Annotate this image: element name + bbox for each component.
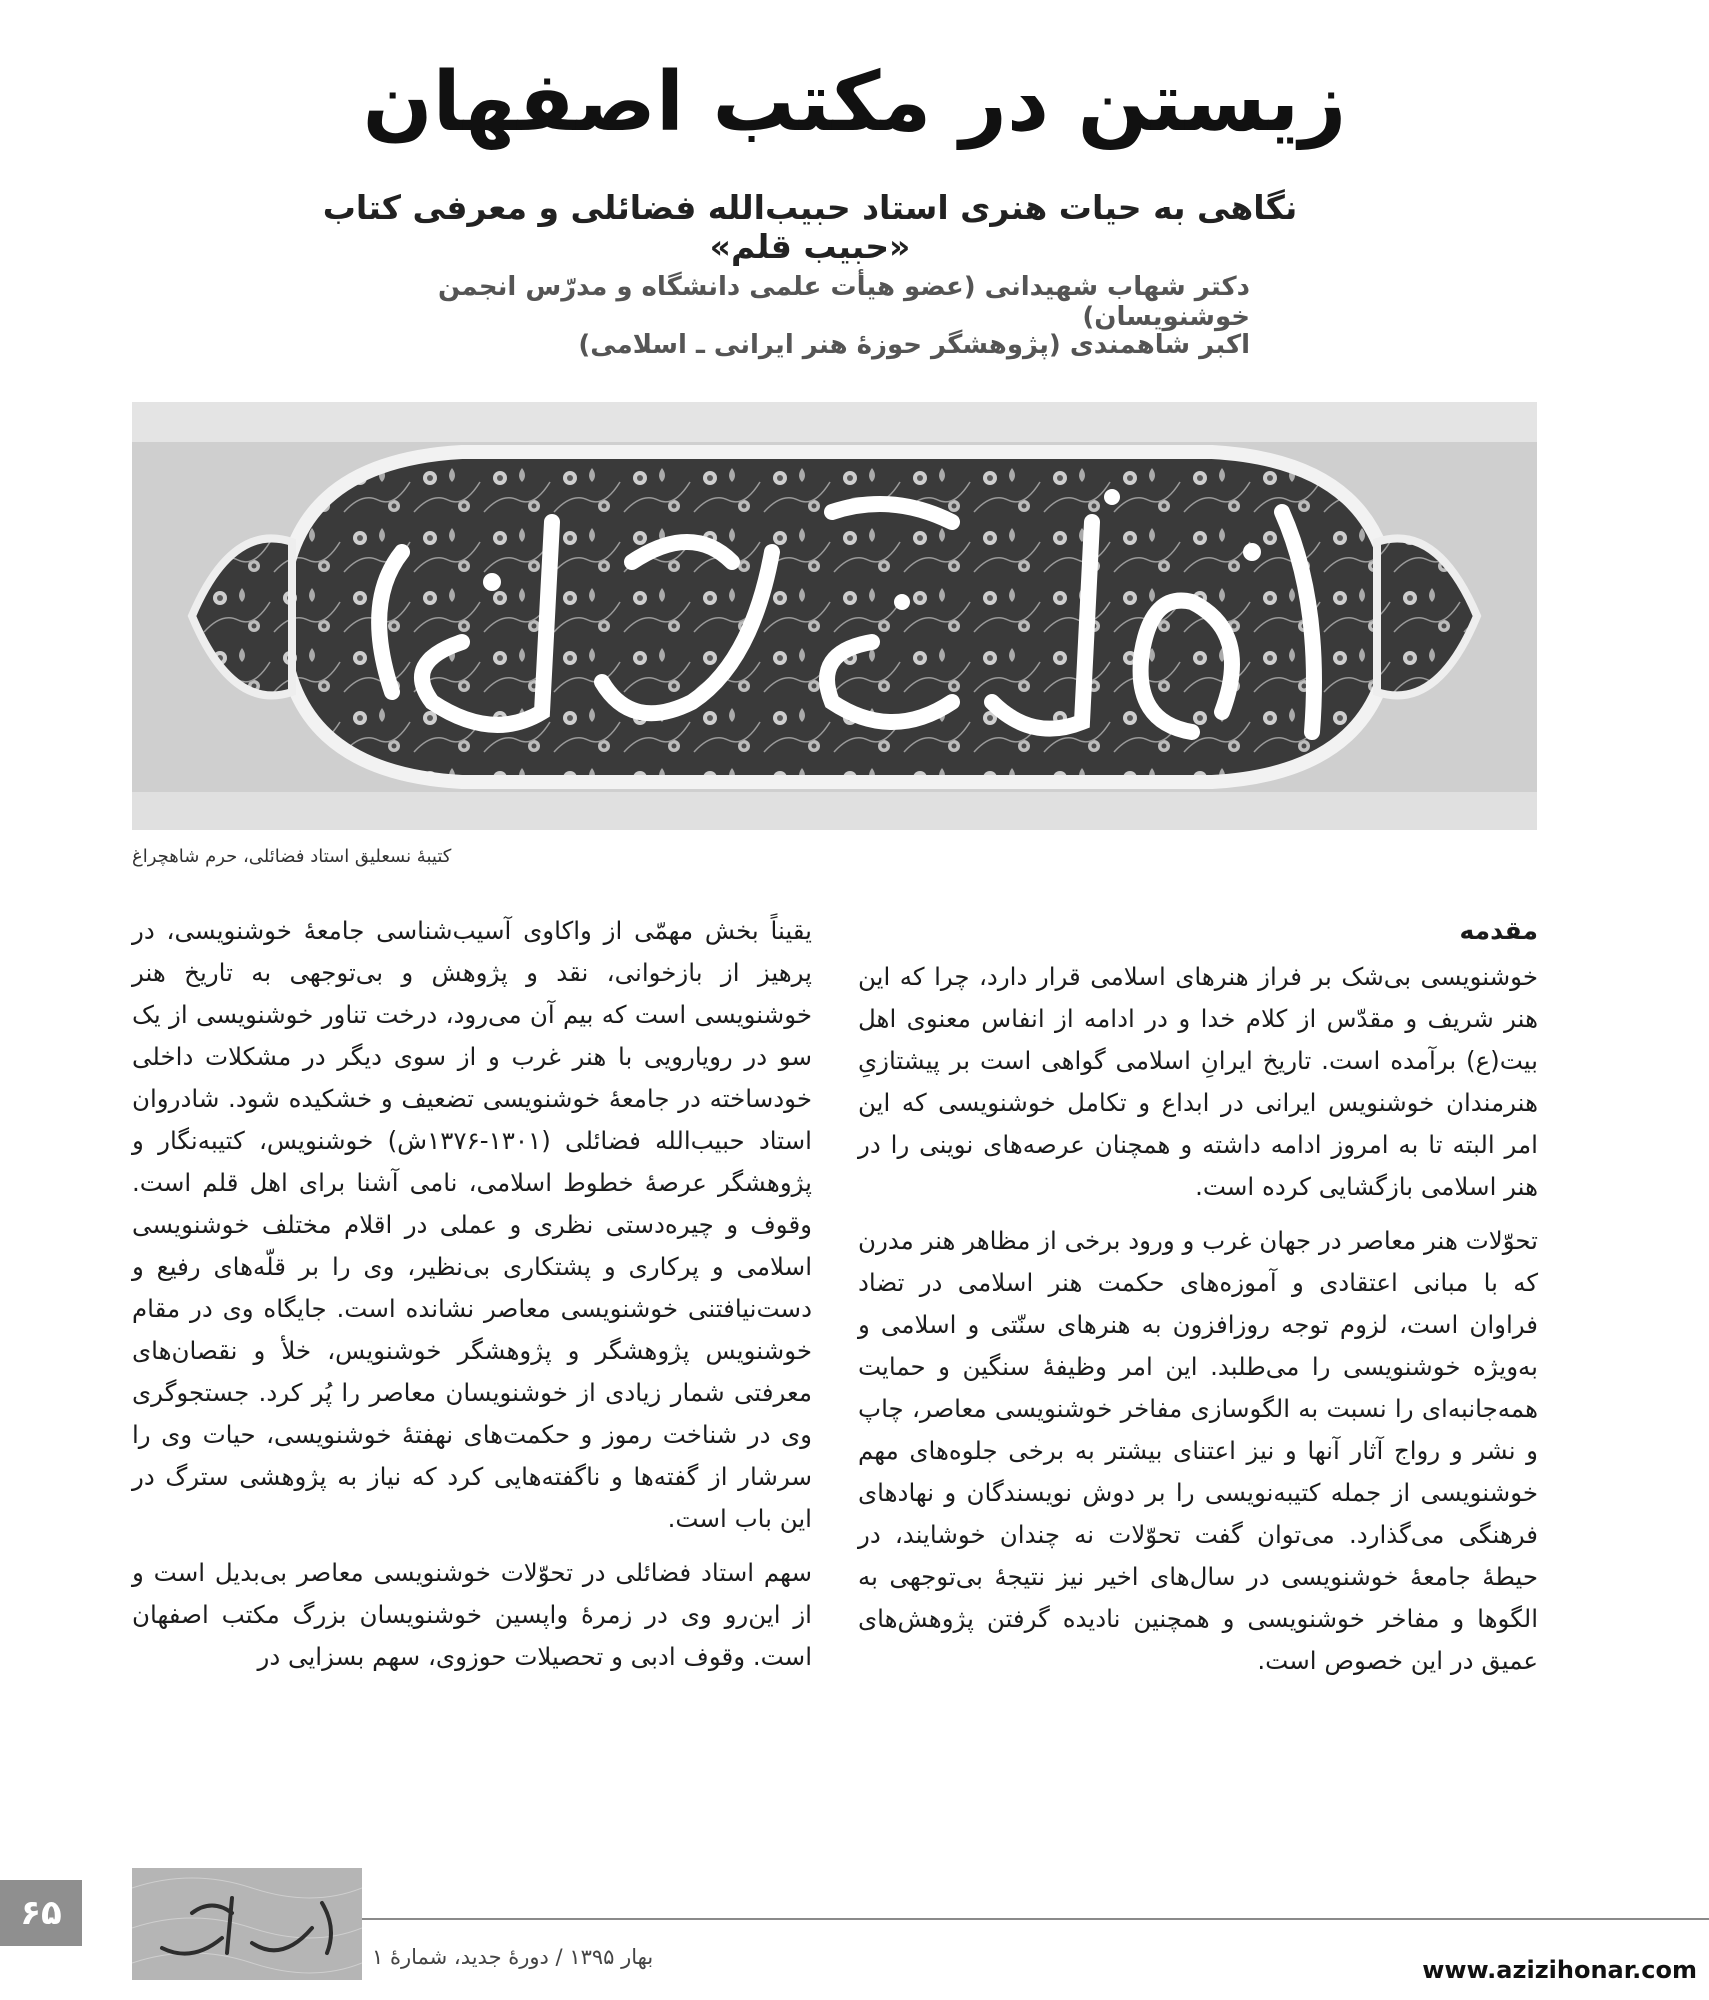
paragraph: سهم استاد فضائلی در تحوّلات خوشنویسی معاصر بی‌بدیل است و از این‌رو وی در زمرهٔ واپسین خوشنویسان بزرگ مکتب اصفهان است. وقوف ادبی و تحصیلات حوزوی، سهم بسزایی در: [132, 1558, 812, 1671]
author-line-1: دکتر شهاب شهیدانی (عضو هیأت علمی دانشگاه و مدرّس انجمن خوشنویسان): [438, 272, 1250, 332]
text-column-left: [132, 910, 812, 1690]
magazine-logo: [132, 1868, 362, 1980]
logo-calligraphy-icon: [132, 1868, 362, 1980]
paragraph: یقیناً بخش مهمّی از واکاوی آسیب‌شناسی جامعهٔ خوشنویسی، در پرهیز از بازخوانی، نقد و پژوهش و بی‌توجهی به تاریخ هنر خوشنویسی است که بیم آن می‌رود، درخت تناور خوشنویسی از یک سو در رویارویی با هنر غرب و از سوی دیگر در مشکلات داخلی خودساخته در جامعهٔ خوشنویسی تضعیف و خشکیده شود. شادروان استاد حبیب‌الله فضائلی (۱۳۰۱-۱۳۷۶ش) خوشنویس، کتیبه‌نگار و پژوهشگر عرصهٔ خطوط اسلامی، نامی آشنا برای اهل قلم است. وقوف و چیره‌دستی نظری و عملی در اقلام مختلف خوشنویسی اسلامی و پرکاری و پشتکاری بی‌نظیر، وی را بر قلّه‌های رفیع و دست‌نیافتنی خوشنویسی معاصر نشانده است. جایگاه وی در مقام خوشنویس پژوهشگر و پژوهشگر خوشنویس، خلأ و نقصان‌های معرفتی شمار زیادی از خوشنویسان معاصر را پُر کرد. جستجوگری وی در شناخت رموز و حکمت‌های نهفتهٔ خوشنویسی، حیات وی را سرشار از گفته‌ها و ناگفته‌هایی کرد که نیاز به پژوهشی سترگ در این باب است.: [132, 916, 812, 1533]
text-column-right: [858, 910, 1538, 1694]
paragraph: خوشنویسی بی‌شک بر فراز هنرهای اسلامی قرار دارد، چرا که این هنر شریف و مقدّس از کلام خدا و در ادامه از انفاس معنوی اهل بیت(ع) برآمده است. تاریخ ایرانِ اسلامی گواهی است بر پیشتازیِ هنرمندان خوشنویس ایرانی در ابداع و تکامل خوشنویسی که این امر البته تا به امروز ادامه داشته و همچنان عرصه‌های نوینی را در هنر اسلامی بازگشایی کرده است.: [858, 962, 1538, 1201]
inscription-illustration: [132, 402, 1537, 830]
page-number: ۶۵: [0, 1880, 82, 1946]
article-subtitle: نگاهی به حیات هنری استاد حبیب‌الله فضائلی و معرفی کتاب «حبیب قلم»: [322, 188, 1298, 266]
footer-divider: [362, 1918, 1709, 1920]
section-heading: مقدمه: [1459, 916, 1538, 945]
author-line-2: اکبر شاهمندی (پژوهشگر حوزهٔ هنر ایرانی ـ اسلامی): [578, 330, 1250, 360]
article-title: زیستن در مکتب اصفهان: [362, 55, 1347, 150]
figure-caption: کتیبهٔ نسعلیق استاد فضائلی، حرم شاهچراغ: [132, 846, 452, 867]
calligraphy-inscription-image: [132, 402, 1537, 830]
paragraph: تحوّلات هنر معاصر در جهان غرب و ورود برخی از مظاهر هنر مدرن که با مبانی اعتقادی و آموزه‌های حکمت هنر اسلامی در تضاد فراوان است، لزوم توجه روزافزون به هنرهای سنّتی و اسلامی و به‌ویژه خوشنویسی را می‌طلبد. این امر وظیفهٔ سنگین و حمایت همه‌جانبه‌ای را نسبت به الگوسازی مفاخر خوشنویسی معاصر، چاپ و نشر و رواج آثار آنها و نیز اعتنای بیشتر به برخی جلوه‌های مهم خوشنویسی از جمله کتیبه‌نویسی را بر دوش نویسندگان و نهادهای فرهنگی می‌گذارد. می‌توان گفت تحوّلات نه چندان خوشایند، در حیطهٔ جامعهٔ خوشنویسی در سال‌های اخیر نیز نتیجهٔ بی‌توجهی به الگوها و مفاخر خوشنویسی و همچنین نادیده گرفتن پژوهش‌های عمیق در این خصوص است.: [858, 1226, 1538, 1675]
issue-info: بهار ۱۳۹۵ / دورهٔ جدید، شمارهٔ ۱: [372, 1945, 654, 1969]
website-link[interactable]: www.azizihonar.com: [1422, 1956, 1697, 1984]
